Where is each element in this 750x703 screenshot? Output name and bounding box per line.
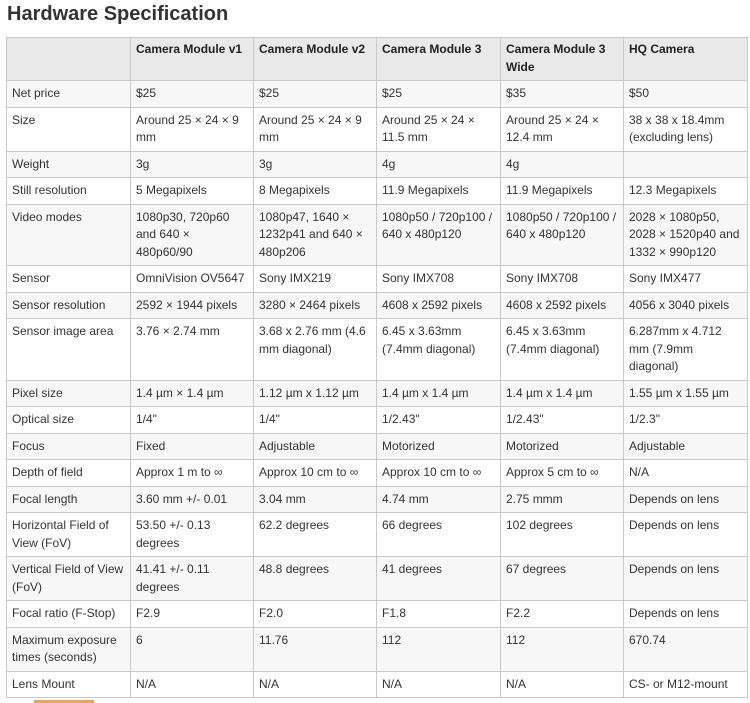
table-cell: OmniVision OV5647	[131, 266, 254, 293]
table-cell: 48.8 degrees	[254, 557, 377, 601]
table-cell: Sony IMX708	[501, 266, 624, 293]
table-row	[7, 178, 748, 205]
table-cell: 3g	[131, 151, 254, 178]
table-row	[7, 486, 748, 513]
table-row	[7, 107, 748, 151]
table-cell: 1/4"	[131, 407, 254, 434]
row-label: Lens Mount	[7, 671, 131, 698]
table-cell: 1.4 µm × 1.4 µm	[131, 380, 254, 407]
table-row	[7, 266, 748, 293]
row-label: Net price	[7, 81, 131, 108]
table-cell: 4.74 mm	[377, 486, 501, 513]
table-cell: Approx 1 m to ∞	[131, 460, 254, 487]
table-row	[7, 557, 748, 601]
row-label: Sensor image area	[7, 319, 131, 381]
table-cell: 4608 x 2592 pixels	[377, 292, 501, 319]
table-row	[7, 513, 748, 557]
table-cell: N/A	[624, 460, 748, 487]
table-cell: Around 25 × 24 × 9 mm	[254, 107, 377, 151]
table-cell: Depends on lens	[624, 557, 748, 601]
table-cell: Motorized	[377, 433, 501, 460]
table-cell: Fixed	[131, 433, 254, 460]
table-cell: F1.8	[377, 601, 501, 628]
table-cell: Adjustable	[624, 433, 748, 460]
table-cell: 6.287mm x 4.712 mm (7.9mm diagonal)	[624, 319, 748, 381]
table-cell: 3g	[254, 151, 377, 178]
row-label: Video modes	[7, 204, 131, 266]
table-cell: 1.55 µm x 1.55 µm	[624, 380, 748, 407]
table-cell: Approx 10 cm to ∞	[377, 460, 501, 487]
row-label: Still resolution	[7, 178, 131, 205]
table-cell: 1.4 µm x 1.4 µm	[501, 380, 624, 407]
table-cell: 6.45 x 3.63mm (7.4mm diagonal)	[377, 319, 501, 381]
table-cell: 112	[501, 627, 624, 671]
table-cell: 3.04 mm	[254, 486, 377, 513]
table-cell: Around 25 × 24 × 11.5 mm	[377, 107, 501, 151]
row-label: Sensor resolution	[7, 292, 131, 319]
table-cell: 3.60 mm +/- 0.01	[131, 486, 254, 513]
table-cell: 4056 x 3040 pixels	[624, 292, 748, 319]
table-row	[7, 151, 748, 178]
header-row	[7, 38, 748, 81]
table-cell: 66 degrees	[377, 513, 501, 557]
table-cell: CS- or M12-mount	[624, 671, 748, 698]
table-row	[7, 433, 748, 460]
table-cell: 62.2 degrees	[254, 513, 377, 557]
row-label: Size	[7, 107, 131, 151]
table-cell: 1080p50 / 720p100 / 640 x 480p120	[501, 204, 624, 266]
table-cell: 38 x 38 x 18.4mm (excluding lens)	[624, 107, 748, 151]
table-cell: 11.9 Megapixels	[501, 178, 624, 205]
table-cell: Around 25 × 24 × 9 mm	[131, 107, 254, 151]
table-row	[7, 81, 748, 108]
table-cell: Depends on lens	[624, 486, 748, 513]
table-cell: $25	[377, 81, 501, 108]
row-label: Sensor	[7, 266, 131, 293]
table-cell: $25	[131, 81, 254, 108]
table-cell: 112	[377, 627, 501, 671]
table-cell: 1/2.43"	[377, 407, 501, 434]
table-cell: 1.12 µm x 1.12 µm	[254, 380, 377, 407]
table-cell: 1/2.43"	[501, 407, 624, 434]
table-cell: Sony IMX477	[624, 266, 748, 293]
table-cell: 8 Megapixels	[254, 178, 377, 205]
table-cell	[624, 151, 748, 178]
table-row	[7, 204, 748, 266]
table-cell: Sony IMX219	[254, 266, 377, 293]
table-cell: 3.68 x 2.76 mm (4.6 mm diagonal)	[254, 319, 377, 381]
table-cell: 2.75 mmm	[501, 486, 624, 513]
table-header	[7, 38, 748, 81]
table-row	[7, 627, 748, 671]
row-label: Focal length	[7, 486, 131, 513]
table-cell: 2028 × 1080p50, 2028 × 1520p40 and 1332 × 990p120	[624, 204, 748, 266]
table-cell: 41.41 +/- 0.11 degrees	[131, 557, 254, 601]
table-cell: $25	[254, 81, 377, 108]
row-label: Pixel size	[7, 380, 131, 407]
table-cell: 41 degrees	[377, 557, 501, 601]
table-cell: 11.9 Megapixels	[377, 178, 501, 205]
table-cell: Motorized	[501, 433, 624, 460]
column-header: HQ Camera	[624, 38, 748, 81]
hardware-spec-table	[6, 37, 748, 698]
column-header: Camera Module 3	[377, 38, 501, 81]
table-cell: 670.74	[624, 627, 748, 671]
table-cell: 1080p47, 1640 × 1232p41 and 640 × 480p206	[254, 204, 377, 266]
table-cell: N/A	[254, 671, 377, 698]
row-label: Vertical Field of View (FoV)	[7, 557, 131, 601]
table-row	[7, 380, 748, 407]
table-body	[7, 81, 748, 698]
row-label: Focal ratio (F-Stop)	[7, 601, 131, 628]
table-cell: 102 degrees	[501, 513, 624, 557]
table-cell: 12.3 Megapixels	[624, 178, 748, 205]
page-title: Hardware Specification	[7, 3, 229, 25]
row-label: Maximum exposure times (seconds)	[7, 627, 131, 671]
table-cell: 1080p50 / 720p100 / 640 x 480p120	[377, 204, 501, 266]
table-cell: Adjustable	[254, 433, 377, 460]
table-cell: F2.0	[254, 601, 377, 628]
column-header: Camera Module v2	[254, 38, 377, 81]
table-cell: $35	[501, 81, 624, 108]
table-row	[7, 319, 748, 381]
table-row	[7, 292, 748, 319]
table-cell: Sony IMX708	[377, 266, 501, 293]
table-row	[7, 407, 748, 434]
table-cell: 4608 x 2592 pixels	[501, 292, 624, 319]
table-cell: 1/4"	[254, 407, 377, 434]
row-label: Weight	[7, 151, 131, 178]
table-cell: N/A	[501, 671, 624, 698]
row-label: Depth of field	[7, 460, 131, 487]
table-cell: Approx 5 cm to ∞	[501, 460, 624, 487]
table-cell: 2592 × 1944 pixels	[131, 292, 254, 319]
header-cell-blank	[7, 38, 131, 81]
table-row	[7, 601, 748, 628]
table-cell: N/A	[377, 671, 501, 698]
table-cell: 67 degrees	[501, 557, 624, 601]
table-cell: F2.2	[501, 601, 624, 628]
row-label: Optical size	[7, 407, 131, 434]
table-cell: 1080p30, 720p60 and 640 × 480p60/90	[131, 204, 254, 266]
row-label: Horizontal Field of View (FoV)	[7, 513, 131, 557]
table-cell: F2.9	[131, 601, 254, 628]
table-cell: $50	[624, 81, 748, 108]
table-row	[7, 671, 748, 698]
table-cell: N/A	[131, 671, 254, 698]
table-cell: 1/2.3"	[624, 407, 748, 434]
table-cell: 4g	[501, 151, 624, 178]
column-header: Camera Module 3 Wide	[501, 38, 624, 81]
table-cell: 11.76	[254, 627, 377, 671]
column-header: Camera Module v1	[131, 38, 254, 81]
table-cell: 53.50 +/- 0.13 degrees	[131, 513, 254, 557]
table-cell: 6.45 x 3.63mm (7.4mm diagonal)	[501, 319, 624, 381]
table-cell: 5 Megapixels	[131, 178, 254, 205]
table-cell: 6	[131, 627, 254, 671]
table-cell: Depends on lens	[624, 601, 748, 628]
table-cell: 4g	[377, 151, 501, 178]
table-cell: Depends on lens	[624, 513, 748, 557]
table-cell: 3.76 × 2.74 mm	[131, 319, 254, 381]
table-cell: 1.4 µm x 1.4 µm	[377, 380, 501, 407]
row-label: Focus	[7, 433, 131, 460]
table-cell: Around 25 × 24 × 12.4 mm	[501, 107, 624, 151]
table-row	[7, 460, 748, 487]
table-cell: 3280 × 2464 pixels	[254, 292, 377, 319]
table-cell: Approx 10 cm to ∞	[254, 460, 377, 487]
